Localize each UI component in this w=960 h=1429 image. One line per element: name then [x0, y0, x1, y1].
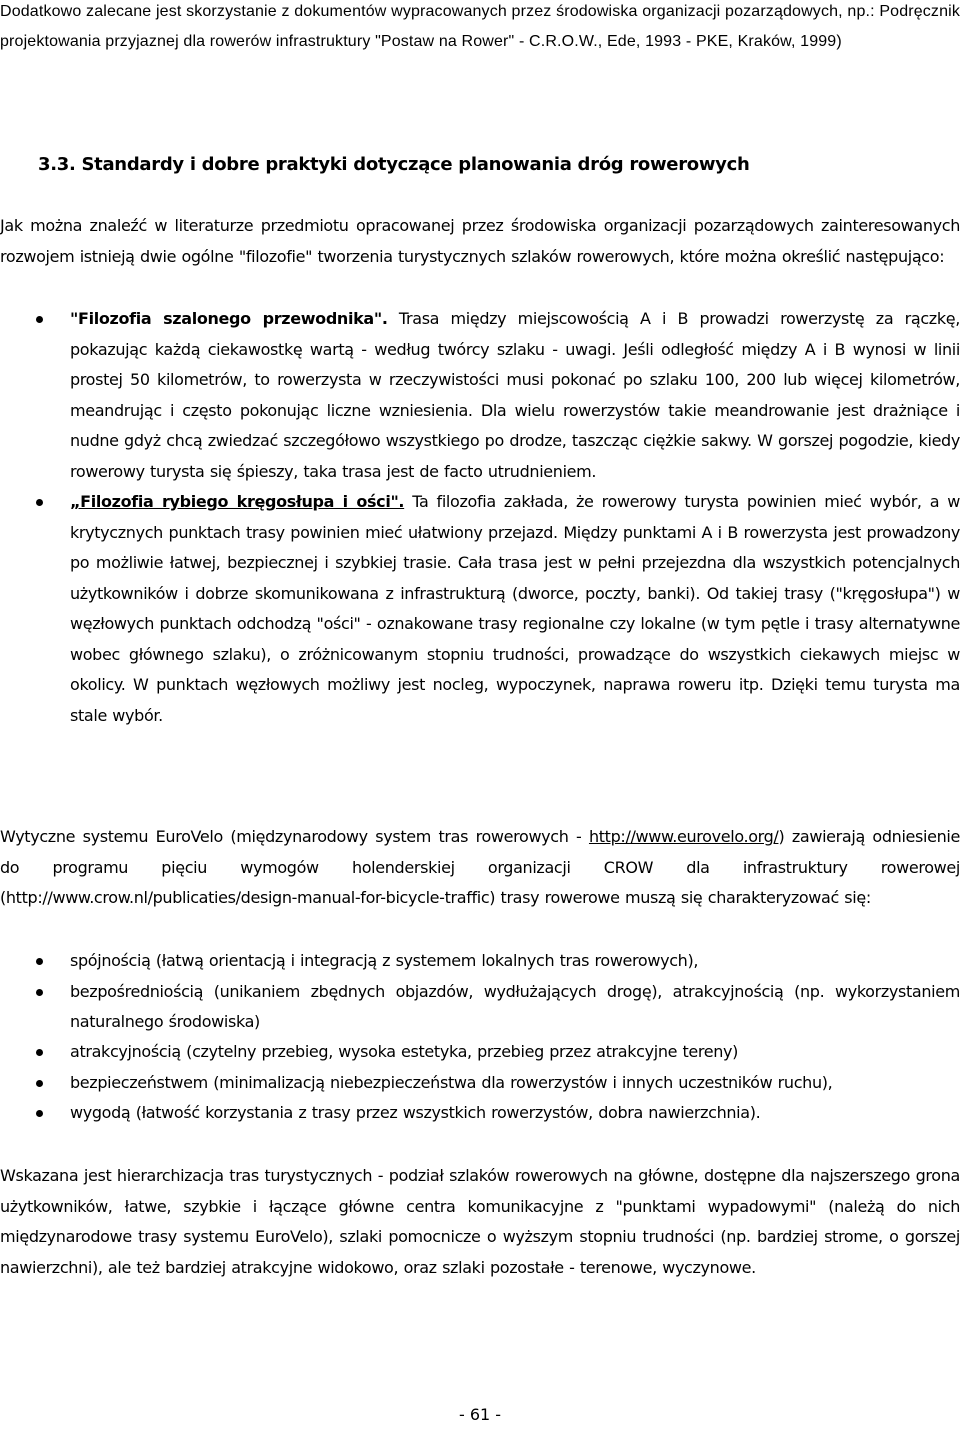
- requirement-item: [0, 1098, 960, 1128]
- philosophy-text: Trasa między miejscowością A i B prowadzi rowerzystę za rączkę, pokazując każdą ciekawostkę wartą - według twórcy szlaku - uwagi. Jeśli odległość między A i B wynosi w linii prostej 50 kilometrów, to rowerzysta w rzeczywistości musi pokonać po szlaku 100, 200 lub więcej kilometrów, meandrując i często pokonując liczne wzniesienia. Dla wielu rowerzystów takie meandrowanie jest drażniące i nudne gdyż chcą zwiedzać szczegółowo wszystkiego po drodze, taszcząc ciężkie sakwy. W gorszej pogodzie, kiedy rowerowy turysta się śpieszy, taka trasa jest de facto utrudnieniem.: [70, 309, 960, 481]
- requirements-list: [0, 946, 960, 1129]
- requirement-text: bezpośredniością (unikaniem zbędnych objazdów, wydłużających drogę), atrakcyjnością (np. wykorzystaniem naturalnego środowiska): [70, 981, 960, 1031]
- hierarchy-paragraph: Wskazana jest hierarchizacja tras turystycznych - podział szlaków rowerowych na główne, dostępne dla najszerszego grona użytkowników, łatwe, szybkie i łączące główne centra komunikacyjne z "punktami wypadowymi" (należą do nich międzynarodowe trasy systemu EuroVelo), szlaki pomocnicze o wyższym stopniu trudności (np. bardziej strome, o gorszej nawierzchni), ale też bardziej atrakcyjne widokowo, oraz szlaki pozostałe - terenowe, wyczynowe.: [0, 1166, 960, 1277]
- requirement-text: wygodą (łatwość korzystania z trasy przez wszystkich rowerzystów, dobra nawierzchnia).: [70, 1103, 761, 1122]
- bullet-icon: [36, 989, 43, 996]
- philosophy-item: [0, 487, 960, 731]
- philosophy-item: [0, 304, 960, 487]
- eurovelo-text-before: Wytyczne systemu EuroVelo (międzynarodowy system tras rowerowych -: [0, 827, 589, 846]
- philosophy-title: "Filozofia szalonego przewodnika".: [70, 309, 388, 328]
- eurovelo-paragraph: [0, 822, 960, 914]
- requirement-item: [0, 1037, 960, 1067]
- requirement-text: spójnością (łatwą orientacją i integracją z systemem lokalnych tras rowerowych),: [70, 951, 699, 970]
- bullet-icon: [36, 1080, 43, 1087]
- section-heading: 3.3. Standardy i dobre praktyki dotyczące planowania dróg rowerowych: [38, 154, 750, 175]
- requirement-text: bezpieczeństwem (minimalizacją niebezpieczeństwa dla rowerzystów i innych uczestników ruchu),: [70, 1072, 833, 1092]
- intro-paragraph: Dodatkowo zalecane jest skorzystanie z dokumentów wypracowanych przez środowiska organizacji pozarządowych, np.: Podręcznik projektowania przyjaznej dla rowerów infrastruktury "Postaw na Rower" - C.R.O.W., Ede, 1993 - PKE, Kraków, 1999): [0, 3, 960, 50]
- bullet-icon: [36, 958, 43, 965]
- philosophy-title: „Filozofia rybiego kręgosłupa i ości".: [70, 492, 405, 511]
- page-number: - 61 -: [458, 1405, 502, 1424]
- philosophy-text: Ta filozofia zakłada, że rowerowy turysta powinien mieć wybór, a w krytycznych punktach trasy powinien mieć ułatwiony przejazd. Między punktami A i B rowerzysta jest prowadzony po możliwie łatwej, bezpiecznej i szybkiej trasie. Cała trasa jest w pełni przejezdna dla wszystkich potencjalnych użytkowników i dobrze skomunikowana z infrastrukturą (dworce, poczty, banki). Od takiej trasy ("kręgosłupa") w węzłowych punktach odchodzą "ości" - oznakowane trasy regionalne czy lokalne (w tym pętle i trasy alternatywne wobec głównego szlaku), o zróżnicowanym stopniu trudności, prowadzące do wszystkich ciekawych miejsc w okolicy. W punktach węzłowych możliwy jest nocleg, wypoczynek, naprawa roweru itp. Dzięki temu turysta ma stale wybór.: [70, 492, 960, 725]
- eurovelo-link[interactable]: http://www.eurovelo.org/: [588, 827, 779, 846]
- eurovelo-text-after: ) zawierają odniesienie do programu pięciu wymogów holenderskiej organizacji CROW dla infrastruktury rowerowej (http://www.crow.nl/publicaties/design-manual-for-bicycle-traffic) trasy rowerowe muszą się charakteryzować się:: [0, 827, 960, 907]
- requirement-item: [0, 946, 960, 976]
- philosophies-list: [0, 304, 960, 731]
- requirement-text: atrakcyjnością (czytelny przebieg, wysoka estetyka, przebieg przez atrakcyjne tereny): [70, 1042, 739, 1061]
- section-lead-paragraph: Jak można znaleźć w literaturze przedmiotu opracowanej przez środowiska organizacji pozarządowych zainteresowanych rozwojem istnieją dwie ogólne "filozofie" tworzenia turystycznych szlaków rowerowych, które można określić następująco:: [0, 216, 960, 266]
- requirement-item: [0, 977, 960, 1037]
- bullet-icon: [36, 499, 43, 506]
- bullet-icon: [36, 1049, 43, 1056]
- requirement-item: [0, 1068, 960, 1098]
- bullet-icon: [36, 316, 43, 323]
- bullet-icon: [36, 1110, 43, 1117]
